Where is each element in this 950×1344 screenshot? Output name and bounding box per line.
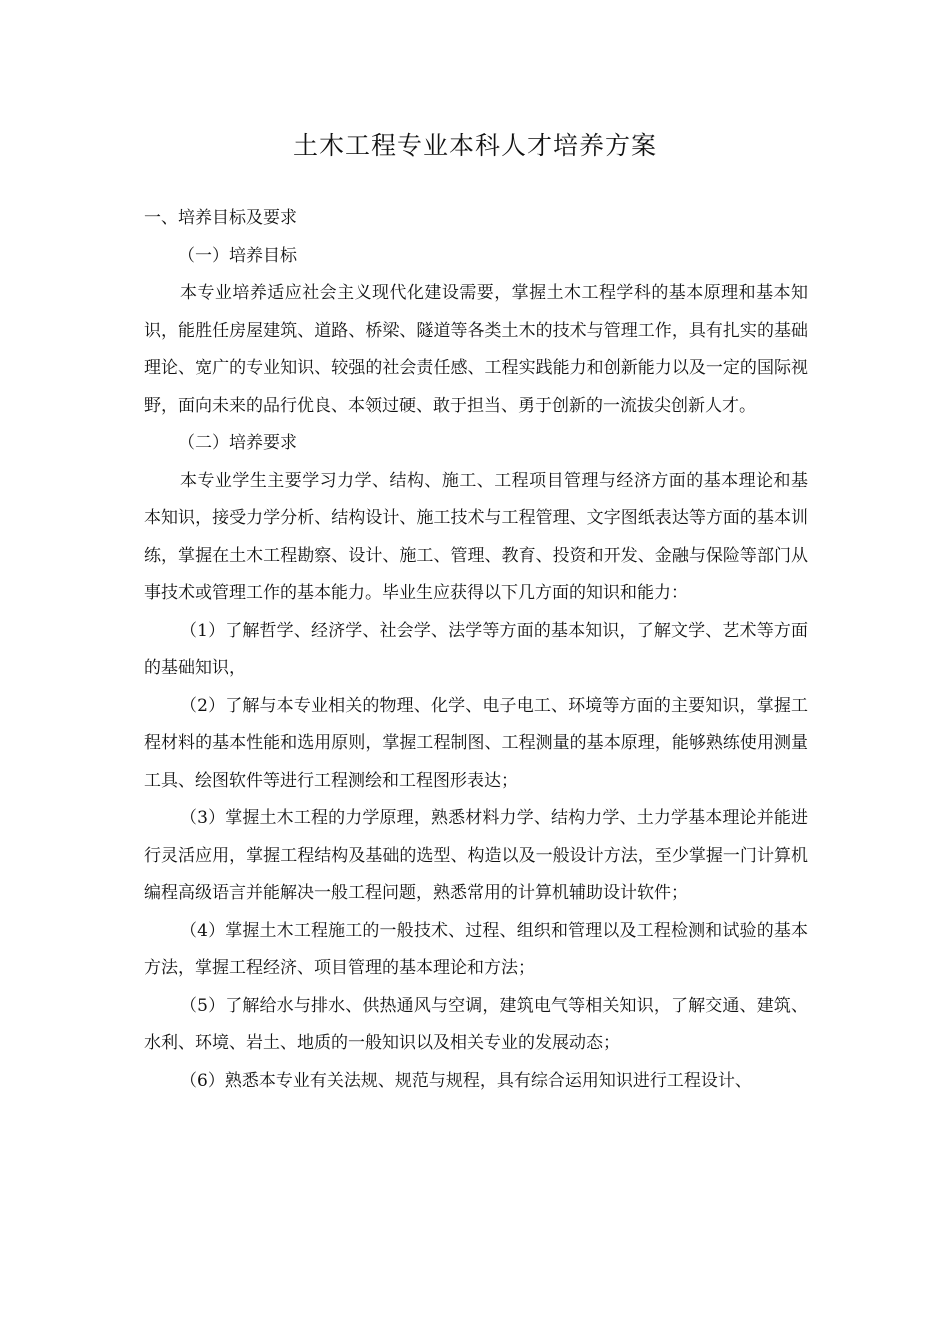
requirement-item-5: （5）了解给水与排水、供热通风与空调，建筑电气等相关知识，了解交通、建筑、水利、环境、岩土、地质的一般知识以及相关专业的发展动态； <box>144 995 808 1053</box>
requirement-item-3: （3）掌握土木工程的力学原理，熟悉材料力学、结构力学、土力学基本理论并能进行灵活应用，掌握工程结构及基础的选型、构造以及一般设计方法，至少掌握一门计算机编程高级语言并能解决一般工程问题，熟悉常用的计算机辅助设计软件； <box>144 808 808 903</box>
requirement-item-6: （6）熟悉本专业有关法规、规范与规程，具有综合运用知识进行工程设计、 <box>180 1070 752 1091</box>
document-body <box>144 200 808 1100</box>
document-title: 土木工程专业本科人才培养方案 <box>292 131 657 160</box>
requirement-item-4: （4）掌握土木工程施工的一般技术、过程、组织和管理以及工程检测和试验的基本方法，掌握工程经济、项目管理的基本理论和方法； <box>144 920 808 978</box>
subsection-heading-training-goals: （一）培养目标 <box>178 245 297 266</box>
training-requirements-paragraph: 本专业学生主要学习力学、结构、施工、工程项目管理与经济方面的基本理论和基本知识，接受力学分析、结构设计、施工技术与工程管理、文字图纸表达等方面的基本训练，掌握在土木工程勘察、设计、施工、管理、教育、投资和开发、金融与保险等部门从事技术或管理工作的基本能力。毕业生应获得以下几方面的知识和能力： <box>144 470 808 603</box>
requirement-item-2: （2）了解与本专业相关的物理、化学、电子电工、环境等方面的主要知识，掌握工程材料的基本性能和选用原则，掌握工程制图、工程测量的基本原理，能够熟练使用测量工具、绘图软件等进行工程测绘和工程图形表达； <box>144 695 808 791</box>
training-goals-paragraph: 本专业培养适应社会主义现代化建设需要，掌握土木工程学科的基本原理和基本知识，能胜任房屋建筑、道路、桥梁、隧道等各类土木的技术与管理工作，具有扎实的基础理论、宽广的专业知识、较强的社会责任感、工程实践能力和创新能力以及一定的国际视野，面向未来的品行优良、本领过硬、敢于担当、勇于创新的一流拔尖创新人才。 <box>144 283 808 416</box>
subsection-heading-training-requirements: （二）培养要求 <box>178 433 297 453</box>
requirement-item-1: （1）了解哲学、经济学、社会学、法学等方面的基本知识，了解文学、艺术等方面的基础知识， <box>144 620 808 678</box>
section-heading-training-goals-and-requirements: 一、培养目标及要求 <box>144 208 297 228</box>
